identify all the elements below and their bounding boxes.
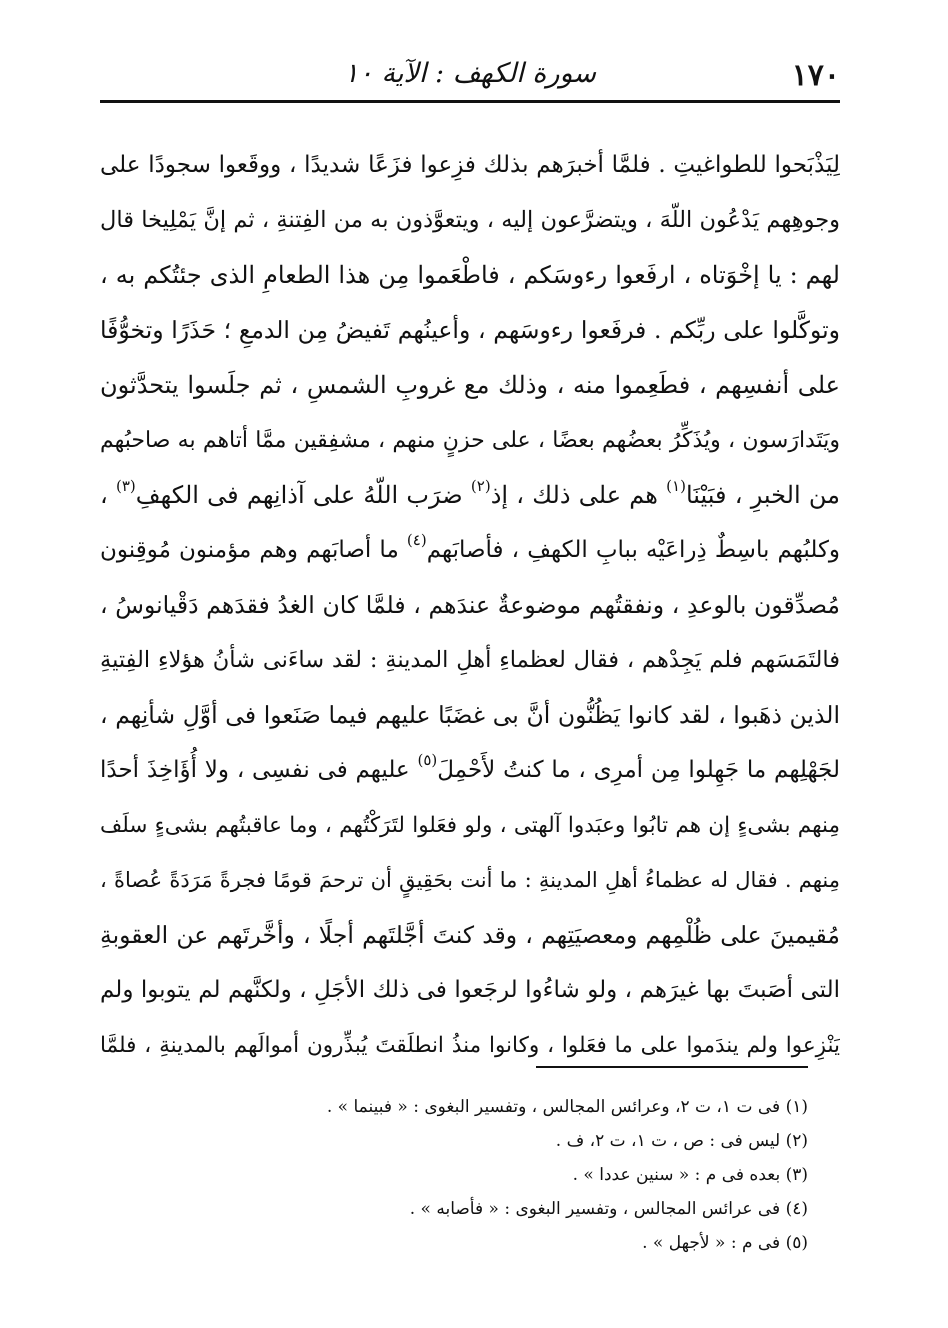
text-line: وكلبُهم باسِطٌ ذِراعَيْه ببابِ الكهفِ ، فأصابَهم$^{(٤)}$ ما أصابَهم وهم مؤمنون مُوقِنون (100, 531, 840, 563)
footnote-marker: (١) (666, 477, 686, 495)
text-line: ويَتَدارَسون ، ويُذَكِّرُ بعضُهم بعضًا ، على حزنٍ منهم ، مشفِقين ممَّا أتاهم به صاحبُهم (100, 428, 840, 453)
text-line: على أنفسِهم ، فطَعِموا منه ، وذلك مع غروبِ الشمسِ ، ثم جلَسوا يتحدَّثون (100, 371, 840, 399)
text-line: لِيَذْبَحوا للطواغيتِ . فلمَّا أخبرَهم بذلك فزِعوا فزَعًا شديدًا ، ووقَعوا سجودًا على (100, 152, 840, 178)
footnote-marker: (٤) (406, 531, 427, 549)
text-line: فالتَمَسَهم فلم يَجِدْهم ، فقال لعظماءِ أهلِ المدينةِ : لقد ساءَنى شأنُ هؤلاءِ الفِتيةِ (100, 647, 840, 673)
footnote-marker: (٢) (470, 477, 491, 495)
header-title: سورة الكهف : الآية ١٠ (343, 58, 597, 89)
footnote: (٤) فى عرائس المجالس ، وتفسير البغوى : « فأصابه » . (409, 1199, 808, 1219)
footnote-rule (536, 1066, 808, 1068)
text-line: وتوكَّلوا على ربِّكم . فرفَعوا رءوسَهم ، وأعينُهم تَفيضُ مِن الدمعِ ؛ حَذَرًا وتخوُّفًا (100, 316, 840, 344)
text-line: وجوهِهم يَدْعُون اللّهَ ، ويتضرَّعون إليه ، ويتعوَّذون به من الفِتنةِ ، ثم إنَّ يَمْلِيخا قال (100, 207, 840, 233)
footnote: (١) فى ت ١، ت ٢، وعرائس المجالس ، وتفسير البغوى : « فبينما » . (326, 1097, 808, 1117)
footnote-marker: (٣) (116, 477, 136, 495)
text-line: لجَهْلِهم ما جَهِلوا مِن أمرِى ، ما كنتُ لأَحْمِلَ$^{(٥)}$ عليهم فى نفسِى ، ولا أُؤَاخِذَ أحدًا (100, 751, 840, 783)
text-line: مُقيمينَ على ظُلْمِهم ومعصيَتِهم ، وقد كنتَ أجَّلتَهم أجلًا ، وأخَّرتَهم عن العقوبةِ (100, 921, 840, 949)
footnote: (٥) فى م : « لأجهل » . (642, 1233, 808, 1253)
footnotes (208, 1090, 808, 1260)
header-rule (100, 100, 840, 103)
text-line: مُصدِّقون بالوعدِ ، ونفقتُهم موضوعةٌ عندَهم ، فلمَّا كان الغدُ فقدَهم دَقْيانوسُ ، (100, 591, 840, 619)
text-line: لهم : يا إخْوَتاه ، ارفَعوا رءوسَكم ، فاطْعَموا مِن هذا الطعامِ الذى جئتُكم به ، (100, 261, 840, 289)
text-line: مِنهم . فقال له عظماءُ أهلِ المدينةِ : ما أنت بحَقِيقٍ أن ترحمَ قومًا فجرةً مَرَدَةً عُصاةً ، (100, 868, 840, 892)
text-line: التى أصَبتَ بها غيرَهم ، ولو شاءُوا لرجَعوا فى ذلك الأجَلِ ، ولكنَّهم لم يتوبوا ولم (100, 977, 840, 1003)
text-line: من الخبرِ ، فبَيْنَا$^{(١)}$ هم على ذلك ، إذ$^{(٢)}$ ضرَب اللّهُ على آذانِهم فى الكهفِ$^{(٣)}$ ، (100, 477, 840, 509)
footnote-marker: (٥) (417, 751, 438, 769)
text-line: الذين ذهَبوا ، لقد كانوا يَظُنُّون أنَّ بى غضَبًا عليهم فيما صَنَعوا فى أوَّلِ شأنِهم ، (100, 701, 840, 729)
running-header (100, 52, 840, 96)
text-line: مِنهم بشىءٍ إن هم تابُوا وعبَدوا آلهتى ، ولو فعَلوا لتَرَكْتُهم ، وما عاقبتُهم بشىءٍ سلَف (100, 813, 840, 838)
footnote: (٣) بعده فى م : « سنين عددا » . (572, 1165, 808, 1185)
text-line: يَنْزِعوا ولم يندَموا على ما فعَلوا ، وكانوا منذُ انطلَقتَ يُبذِّرون أموالَهم بالمدينةِ ، فلمَّا (100, 1033, 840, 1058)
footnote: (٢) ليس فى : ص ، ت ١، ت ٢، ف . (555, 1131, 808, 1151)
main-text (100, 138, 840, 1073)
page-number: ١٧٠ (791, 58, 840, 93)
